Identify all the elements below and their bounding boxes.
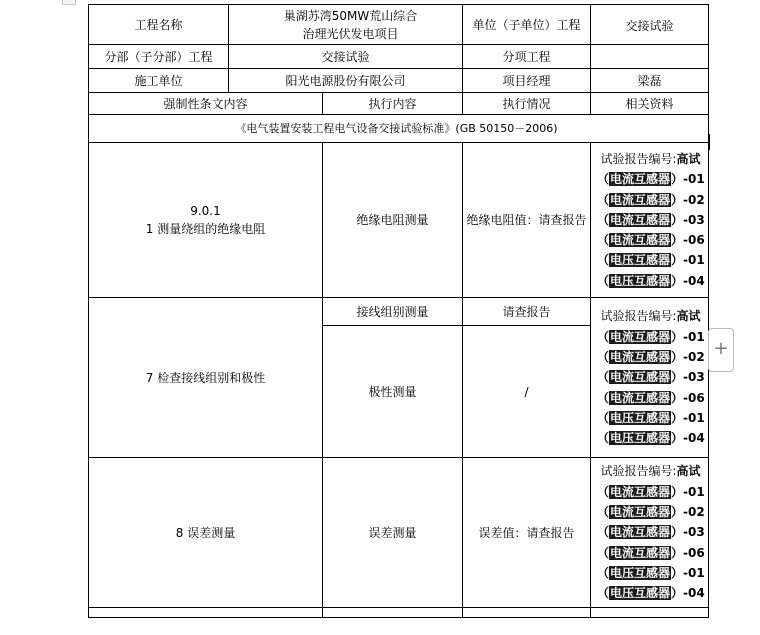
column-header-row [89,93,709,115]
docs-cell [591,298,709,458]
col-header-docs: 相关资料 [591,93,709,115]
content-cell: 极性测量 [323,326,463,458]
sub-item-label: 分项工程 [463,45,591,69]
report-ref-line: （电流互感器）-03 [597,525,705,540]
report-number-heading: 试验报告编号:高试 [600,151,701,166]
report-ref-line: （电流互感器）-03 [597,370,705,385]
pm-label: 项目经理 [463,69,591,93]
pm-value: 梁磊 [591,69,709,93]
report-ref-line: （电流互感器）-06 [597,233,705,248]
sub-division-value: 交接试验 [229,45,463,69]
docs-cell [591,458,709,608]
header-row-contractor [89,69,709,93]
status-cell: 误差值：请查报告 [463,458,591,608]
clause-cell: 7 检查接线组别和极性 [89,298,323,458]
clause-cell [89,143,323,298]
content-cell: 误差测量 [323,458,463,608]
report-ref-line: （电流互感器）-01 [597,484,705,499]
report-ref-line: （电流互感器）-02 [597,505,705,520]
col-header-status: 执行情况 [463,93,591,115]
clause-text: 1 测量绕组的绝缘电阻 [145,222,266,236]
add-comment-button[interactable] [708,328,734,372]
report-ref-line: （电流互感器）-01 [597,329,705,344]
corner-tab [62,0,76,5]
report-ref-line: （电流互感器）-03 [597,212,705,227]
acceptance-form-table [88,4,709,618]
clause-cell: 8 误差测量 [89,458,323,608]
project-name-label: 工程名称 [89,5,229,45]
sub-item-value [591,45,709,69]
report-ref-line: （电压互感器）-04 [597,586,705,601]
report-ref-line: （电流互感器）-06 [597,545,705,560]
report-ref-line: （电压互感器）-04 [597,273,705,288]
status-cell: / [463,326,591,458]
project-name-value: 巢湖苏湾50MW荒山综合治理光伏发电项目 [229,5,463,45]
report-ref-line: （电流互感器）-02 [597,192,705,207]
clause-row-error [89,458,709,608]
clause-row-polarity-a [89,298,709,326]
cursor-line [708,134,710,150]
docs-cell [591,143,709,298]
report-ref-line: （电压互感器）-01 [597,565,705,580]
content-cell: 接线组别测量 [323,298,463,326]
report-ref-line: （电流互感器）-06 [597,390,705,405]
unit-project-value: 交接试验 [591,5,709,45]
status-cell: 绝缘电阻值：请查报告 [463,143,591,298]
plus-icon: + [713,338,729,359]
report-number-heading: 试验报告编号:高试 [600,309,701,324]
report-ref-line: （电压互感器）-01 [597,410,705,425]
clause-number: 9.0.1 [190,204,221,218]
standard-title-row [89,115,709,143]
contractor-label: 施工单位 [89,69,229,93]
report-ref-line: （电压互感器）-04 [597,431,705,446]
next-row-partial [89,608,709,618]
unit-project-label: 单位（子单位）工程 [463,5,591,45]
content-cell: 绝缘电阻测量 [323,143,463,298]
report-ref-line: （电流互感器）-01 [597,172,705,187]
report-ref-line: （电流互感器）-02 [597,350,705,365]
sub-division-label: 分部（子分部）工程 [89,45,229,69]
report-ref-line: （电压互感器）-01 [597,253,705,268]
header-row-project [89,5,709,45]
clause-row-insulation [89,143,709,298]
report-number-heading: 试验报告编号:高试 [600,464,701,479]
col-header-clause: 强制性条文内容 [89,93,323,115]
header-row-subdivision [89,45,709,69]
contractor-value: 阳光电源股份有限公司 [229,69,463,93]
col-header-content: 执行内容 [323,93,463,115]
standard-title: 《电气装置安装工程电气设备交接试验标准》(GB 50150－2006) [89,115,709,143]
status-cell: 请查报告 [463,298,591,326]
